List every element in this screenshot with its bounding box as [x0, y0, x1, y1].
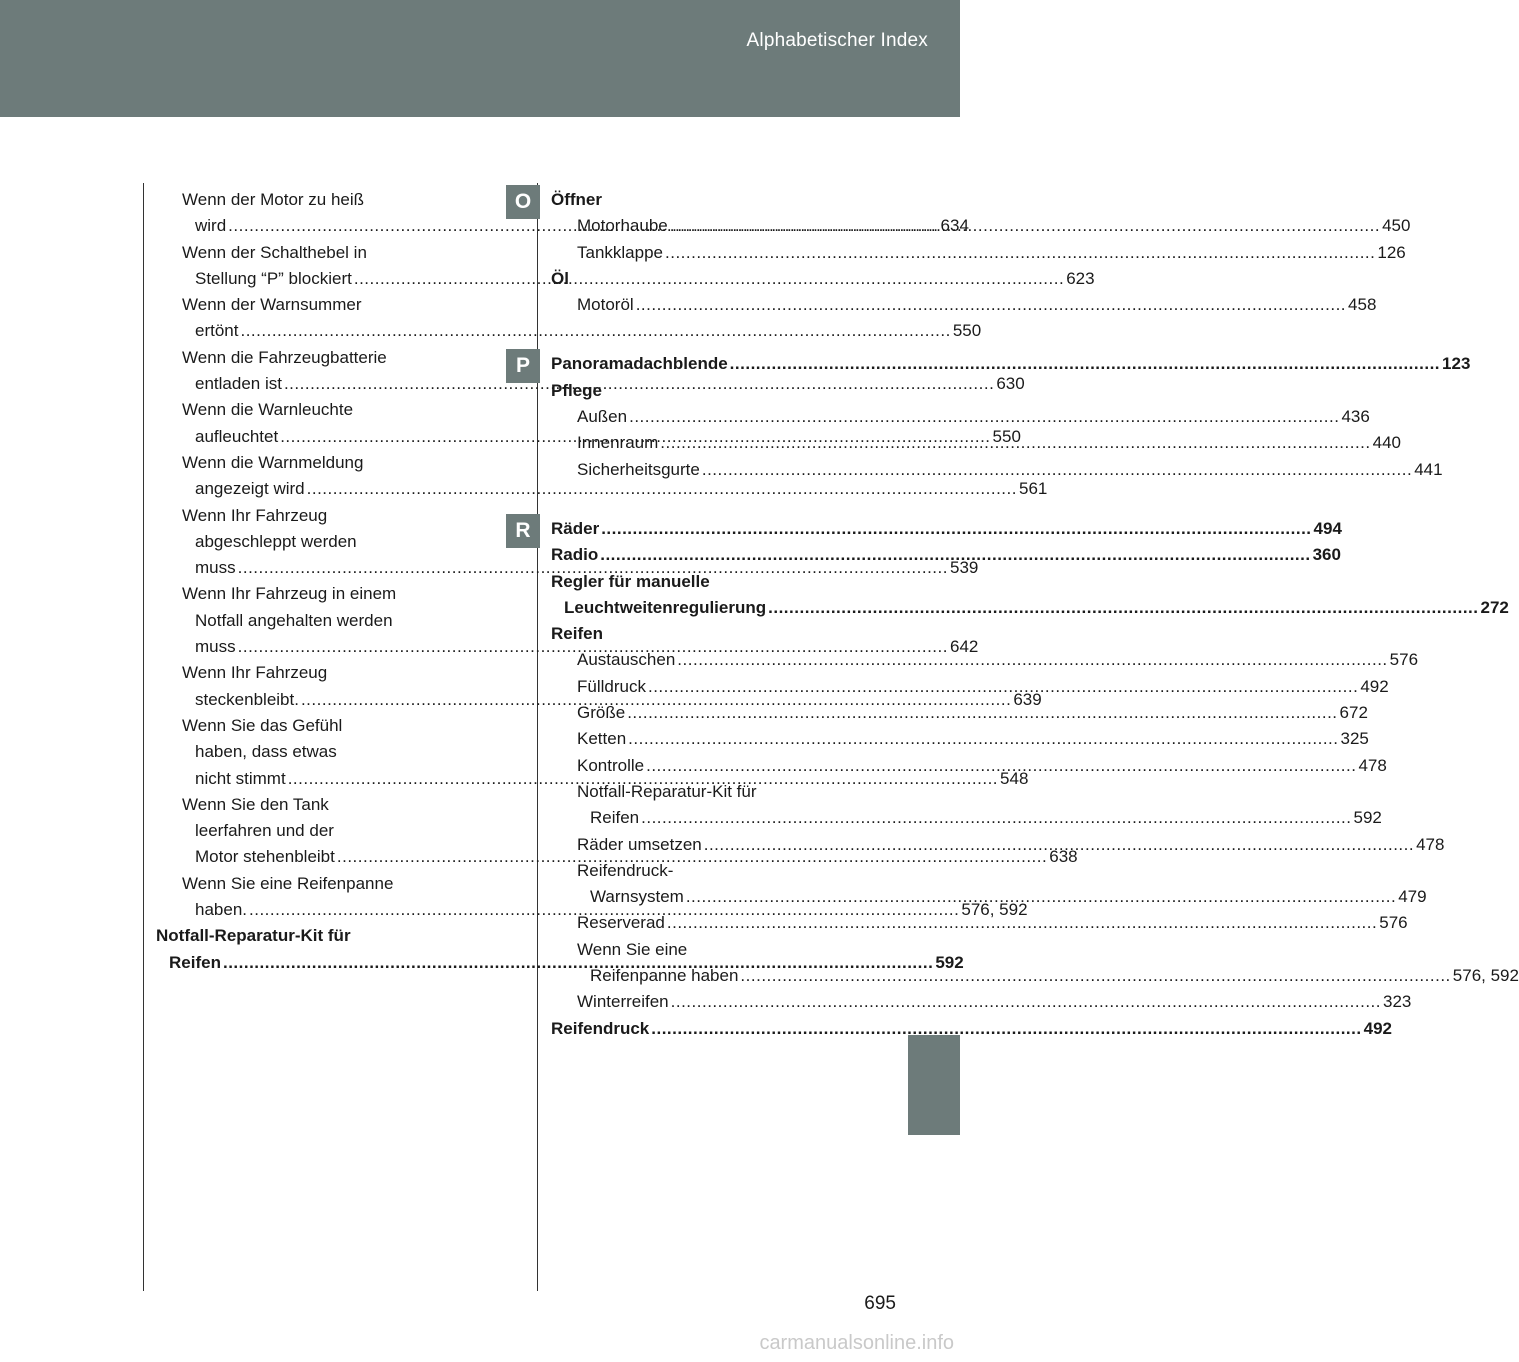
- index-sub-entry: [551, 779, 1382, 832]
- page-reference: 539: [949, 558, 979, 578]
- page-reference: 123: [1442, 354, 1471, 374]
- entry-text: Motor stehenbleibt: [195, 847, 335, 867]
- dot-leader: [671, 992, 1381, 1011]
- page-reference: 642: [949, 637, 979, 657]
- entry-text: entladen ist: [195, 374, 282, 394]
- page-reference: 672: [1339, 703, 1368, 723]
- page-reference: 550: [952, 321, 982, 341]
- page-reference: 639: [1013, 689, 1042, 709]
- dot-leader: [704, 835, 1414, 854]
- entry-text: Panoramadachblende: [551, 354, 728, 374]
- entry-text: Reifen: [590, 808, 640, 828]
- page-reference: 360: [1312, 545, 1341, 565]
- index-main-entry: [551, 569, 1509, 622]
- dot-leader: [670, 216, 1380, 235]
- dot-leader: [628, 729, 1338, 748]
- column-divider-left: [143, 183, 144, 1291]
- page-reference: 492: [1363, 1018, 1392, 1038]
- entry-text: Reifen: [169, 952, 221, 972]
- page-reference: 440: [1372, 433, 1402, 453]
- page-reference: 325: [1340, 729, 1369, 749]
- entry-text: Warnsystem: [590, 887, 684, 907]
- dot-leader: [629, 407, 1339, 426]
- section-letter-badge: R: [506, 514, 540, 548]
- page-reference: 623: [1066, 268, 1095, 288]
- entry-text: Größe: [577, 703, 626, 723]
- dot-leader: [601, 519, 1311, 538]
- entry-text: Reifen: [551, 624, 603, 644]
- index-sub-entry: [551, 726, 1369, 752]
- entry-text-line: Wenn Ihr Fahrzeug: [182, 663, 328, 683]
- page-reference: 561: [1018, 479, 1048, 499]
- entry-text: Sicherheitsgurte: [577, 459, 700, 479]
- index-main-entry: [551, 378, 862, 404]
- dot-leader: [702, 460, 1412, 479]
- page-reference: 576, 592: [961, 900, 1028, 920]
- page-reference: 436: [1341, 407, 1370, 427]
- entry-text-line: leerfahren und der: [195, 821, 334, 841]
- entry-text: Austauschen: [577, 650, 676, 670]
- dot-leader: [740, 966, 1450, 985]
- entry-text: Radio: [551, 545, 599, 565]
- entry-text: Räder: [551, 518, 600, 538]
- entry-text: Außen: [577, 407, 628, 427]
- entry-text-line: Wenn die Warnleuchte: [182, 400, 354, 420]
- entry-text-line: Notfall-Reparatur-Kit für: [577, 781, 757, 801]
- entry-text-line: Wenn die Warnmeldung: [182, 452, 364, 472]
- entry-text-line: Notfall angehalten werden: [195, 610, 393, 630]
- dot-leader: [627, 703, 1337, 722]
- index-sub-entry: [551, 404, 1370, 430]
- dot-leader: [600, 545, 1310, 564]
- entry-text: Pflege: [551, 380, 603, 400]
- page-reference: 550: [992, 426, 1021, 446]
- entry-text-line: Wenn Ihr Fahrzeug: [182, 505, 328, 525]
- page-reference: 576: [1389, 650, 1419, 670]
- page-reference: 630: [996, 374, 1025, 394]
- entry-text: Reifendruck: [551, 1018, 650, 1038]
- entry-text: Fülldruck: [577, 676, 646, 696]
- dot-leader: [730, 354, 1440, 373]
- page-reference: 576: [1379, 913, 1408, 933]
- dot-leader: [686, 887, 1396, 906]
- entry-text: aufleuchtet: [195, 426, 279, 446]
- page-number: 695: [864, 1293, 896, 1314]
- entry-text: Motoröl: [577, 295, 634, 315]
- dot-leader: [636, 295, 1346, 314]
- page-reference: 576, 592: [1452, 966, 1519, 986]
- chapter-tab: [908, 1035, 960, 1135]
- section-letter-badge: P: [506, 349, 540, 383]
- index-sub-entry: [551, 457, 1443, 483]
- index-main-entry: [551, 266, 862, 292]
- page-reference: 441: [1414, 459, 1443, 479]
- dot-leader: [641, 808, 1351, 827]
- section-letter-badge: O: [506, 185, 540, 219]
- entry-text: Öl: [551, 268, 569, 288]
- entry-text: angezeigt wird: [195, 479, 305, 499]
- index-sub-entry: [551, 292, 1377, 318]
- page-reference: 458: [1348, 295, 1377, 315]
- index-main-entry: [551, 187, 862, 213]
- entry-text-line: Wenn der Motor zu heiß: [182, 190, 365, 209]
- entry-text: wird: [195, 216, 227, 236]
- page-reference: 592: [1353, 808, 1382, 828]
- index-main-entry: [551, 351, 1471, 377]
- page-reference: 478: [1416, 834, 1445, 854]
- entry-text: muss: [195, 637, 236, 657]
- entry-text: Stellung “P” blockiert: [195, 268, 352, 288]
- dot-leader: [646, 756, 1356, 775]
- index-main-entry: [551, 516, 1342, 542]
- page-reference: 323: [1383, 992, 1412, 1012]
- page-reference: 494: [1313, 518, 1342, 538]
- entry-text: Winterreifen: [577, 992, 669, 1012]
- entry-text-line: Wenn die Fahrzeugbatterie: [182, 347, 387, 367]
- entry-text-line: Wenn Sie den Tank: [182, 794, 329, 814]
- entry-text-line: Wenn Sie eine: [577, 939, 688, 959]
- watermark: carmanualsonline.info: [759, 1332, 954, 1354]
- entry-text: muss: [195, 558, 236, 578]
- entry-text: Reserverad: [577, 913, 665, 933]
- entry-text: Leuchtweitenregulierung: [564, 597, 767, 617]
- page-header: [0, 0, 960, 117]
- dot-leader: [660, 433, 1370, 452]
- page-reference: 479: [1398, 887, 1427, 907]
- dot-leader: [651, 1019, 1361, 1038]
- entry-text-line: Wenn der Warnsummer: [182, 295, 362, 315]
- page-reference: 478: [1358, 755, 1387, 775]
- entry-text-line: Wenn Sie eine Reifenpanne: [182, 873, 394, 893]
- entry-text: Ketten: [577, 729, 627, 749]
- entry-text-line: haben, dass etwas: [195, 742, 337, 762]
- entry-text-line: Wenn Ihr Fahrzeug in einem: [182, 584, 397, 604]
- page-reference: 492: [1360, 676, 1389, 696]
- entry-text: Reifenpanne haben: [590, 966, 739, 986]
- page-reference: 638: [1049, 847, 1078, 867]
- dot-leader: [665, 243, 1375, 262]
- index-sub-entry: [551, 700, 1368, 726]
- index-sub-entry: [551, 937, 1519, 990]
- dot-leader: [677, 650, 1387, 669]
- section-gap: [551, 483, 862, 516]
- entry-text-line: Regler für manuelle: [551, 571, 710, 591]
- entry-text: steckenbleibt.: [195, 689, 299, 709]
- entry-text: Innenraum: [577, 433, 659, 453]
- dot-leader: [648, 677, 1358, 696]
- index-main-entry: [551, 1016, 1392, 1042]
- entry-text-line: Notfall-Reparatur-Kit für: [156, 926, 351, 946]
- page-reference: 126: [1377, 242, 1406, 262]
- index-main-entry: [551, 621, 862, 647]
- dot-leader: [667, 913, 1377, 932]
- page-reference: 450: [1382, 216, 1411, 236]
- index-sub-entry: [551, 240, 1406, 266]
- section-gap: [551, 318, 862, 351]
- index-sub-entry: [551, 989, 1412, 1015]
- entry-text: ertönt: [195, 321, 239, 341]
- entry-text: Kontrolle: [577, 755, 645, 775]
- entry-text: Räder umsetzen: [577, 834, 702, 854]
- dot-leader: [768, 598, 1478, 617]
- entry-text: Motorhaube: [577, 216, 668, 236]
- page-reference: 592: [935, 952, 964, 972]
- page-reference: 634: [940, 216, 969, 236]
- entry-text-line: abgeschleppt werden: [195, 531, 357, 551]
- entry-text-line: Wenn Sie das Gefühl: [182, 715, 343, 735]
- entry-text: Tankklappe: [577, 242, 664, 262]
- header-title: Alphabetischer Index: [746, 30, 928, 51]
- page-reference: 272: [1480, 597, 1509, 617]
- entry-text-line: Reifendruck-: [577, 860, 674, 880]
- page-reference: 548: [1000, 768, 1029, 788]
- entry-text-line: Wenn der Schalthebel in: [182, 242, 367, 262]
- entry-text: nicht stimmt: [195, 768, 286, 788]
- entry-text: haben.: [195, 900, 247, 920]
- entry-text: Öffner: [551, 190, 602, 209]
